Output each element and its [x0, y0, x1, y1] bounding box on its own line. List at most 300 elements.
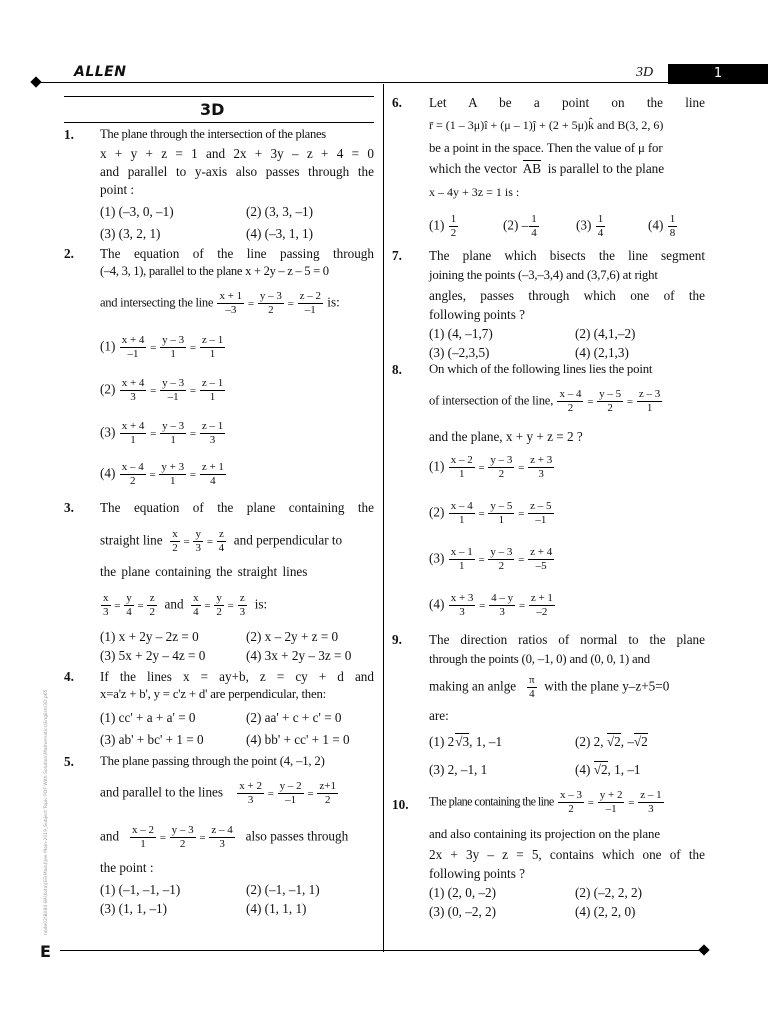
fraction — [217, 290, 244, 317]
numerator: y – 3 — [162, 334, 185, 346]
numerator: y — [195, 528, 201, 540]
denominator: –1 — [127, 348, 139, 360]
equals-sign: = — [187, 468, 199, 481]
equals-sign: = — [146, 468, 159, 481]
question-text: On which of the following lines lies the point — [429, 362, 653, 376]
denominator: 4 — [126, 606, 132, 618]
option-label: (2) — [429, 504, 445, 520]
denominator: 2 — [149, 606, 155, 618]
numerator: y – 5 — [490, 500, 513, 512]
equals-sign: = — [187, 384, 199, 397]
equals-sign: = — [134, 599, 147, 612]
line-equation — [556, 388, 663, 414]
fraction — [120, 420, 147, 447]
sqrt-radicand: √2 — [606, 734, 621, 749]
option-label: (2) — [503, 217, 519, 233]
option-4 — [575, 762, 641, 778]
fraction — [668, 213, 678, 240]
text-run: with the plane y–z+5=0 — [544, 678, 670, 694]
option-1: (1) (–1, –1, –1) — [100, 882, 181, 897]
question-text: The direction ratios of normal to the plane — [429, 632, 705, 647]
footer-diamond-icon — [698, 944, 709, 955]
text-run: also passes through — [245, 828, 349, 844]
text-run: and — [100, 828, 120, 844]
fraction — [214, 592, 224, 619]
equals-sign: = — [147, 384, 160, 397]
numerator: z + 1 — [530, 592, 553, 604]
denominator: 2 — [179, 838, 186, 850]
line-equation — [129, 824, 236, 850]
fraction — [124, 592, 134, 619]
text-run: 2 — [614, 734, 621, 749]
text-run: making an anlge — [429, 678, 517, 694]
text-run: which the vector — [429, 161, 517, 176]
fraction — [597, 388, 623, 415]
fraction — [130, 824, 156, 851]
numerator: y – 3 — [162, 377, 185, 389]
denominator: 2 — [607, 402, 613, 414]
option-2 — [429, 500, 555, 527]
fraction — [237, 780, 264, 807]
option-label: (3) — [429, 550, 445, 566]
line-equation — [169, 528, 227, 554]
option-1 — [429, 454, 555, 481]
question-text: following points ? — [429, 866, 525, 881]
denominator: 1 — [170, 434, 176, 446]
question-text: The plane through the intersection of the planes — [100, 127, 326, 141]
option-3: (3) (–2,3,5) — [429, 345, 490, 360]
vector-ab: AB — [522, 161, 542, 176]
denominator: 1 — [209, 348, 216, 360]
option-label: (1) — [429, 217, 445, 233]
sqrt-radicand: √2 — [633, 734, 648, 749]
question-text: angles, passes through which one of the — [429, 288, 705, 303]
fraction — [449, 592, 476, 619]
denominator: 1 — [130, 434, 136, 446]
equals-sign: = — [245, 297, 257, 310]
numerator: z – 1 — [201, 420, 224, 432]
option-3: (3) (1, 1, –1) — [100, 901, 168, 916]
fraction — [159, 461, 186, 488]
equals-sign: = — [224, 599, 237, 612]
numerator: 1 — [597, 213, 604, 225]
denominator: 3 — [247, 794, 254, 806]
denominator: 1 — [458, 468, 465, 480]
question-text: point : — [100, 182, 135, 197]
denominator: 3 — [239, 606, 246, 618]
option-1 — [100, 334, 226, 361]
equals-sign: = — [476, 599, 489, 612]
question-number: 4. — [64, 669, 74, 684]
option-4 — [100, 461, 227, 488]
option-equation — [119, 377, 227, 403]
equals-sign: = — [516, 599, 528, 612]
equals-sign: = — [625, 796, 638, 809]
fraction — [449, 546, 475, 573]
option-label: (2) — [100, 381, 116, 397]
numerator: z — [238, 592, 248, 606]
equals-sign: = — [515, 461, 528, 474]
question-text: are: — [429, 708, 449, 723]
option-label: (4) — [100, 465, 116, 481]
numerator: y + 3 — [161, 461, 185, 473]
option-4 — [429, 592, 556, 619]
text-run: 2 — [641, 734, 648, 749]
numerator: y – 3 — [171, 824, 194, 836]
denominator: 1 — [209, 391, 216, 403]
fraction — [200, 420, 225, 447]
numerator: 4 – y — [491, 592, 514, 604]
numerator: x — [193, 592, 199, 604]
denominator: 1 — [458, 560, 465, 572]
fraction — [120, 334, 147, 361]
denominator: 4 — [597, 227, 604, 239]
numerator: z – 1 — [640, 789, 662, 801]
numerator: y – 2 — [279, 780, 302, 792]
denominator: 3 — [209, 434, 216, 446]
question-text: The plane passing through the point (4, –1, 2) — [100, 754, 325, 768]
option-4: (4) (–3, 1, 1) — [246, 226, 314, 241]
fraction — [449, 213, 459, 240]
option-2: (2) x – 2y + z = 0 — [246, 629, 339, 644]
equals-sign: = — [196, 831, 209, 844]
equals-sign: = — [111, 599, 124, 612]
text-run: straight line — [100, 532, 163, 548]
numerator: z + 4 — [530, 546, 553, 558]
numerator: 1 — [450, 213, 457, 225]
text-run: and intersecting the line — [100, 295, 214, 310]
text-run: is: — [254, 596, 268, 612]
equals-sign: = — [284, 297, 297, 310]
option-4: (4) (1, 1, 1) — [246, 901, 307, 916]
question-text: x + y + z = 1 and 2x + 3y – z + 4 = 0 — [100, 146, 374, 161]
text-run: is: — [327, 294, 340, 310]
option-4 — [648, 213, 678, 240]
text-run: and parallel to the lines — [100, 784, 224, 800]
question-text: x – 4y + 3z = 1 is : — [429, 185, 520, 199]
option-4: (4) bb' + cc' + 1 = 0 — [246, 732, 350, 747]
option-2 — [503, 213, 540, 240]
numerator: x – 2 — [450, 454, 473, 466]
numerator: x — [103, 592, 109, 604]
fraction — [278, 780, 304, 807]
text-run: of intersection of the line, — [429, 393, 554, 408]
denominator: 4 — [531, 227, 537, 239]
denominator: 2 — [268, 304, 274, 316]
denominator: 3 — [459, 606, 465, 618]
question-text: following points ? — [429, 307, 525, 322]
equals-sign: = — [585, 796, 597, 809]
question-text: through the points (0, –1, 0) and (0, 0, 1) and — [429, 652, 650, 666]
question-number: 5. — [64, 754, 74, 769]
fraction — [120, 377, 147, 404]
fraction — [120, 461, 146, 488]
footer-letter: E — [40, 942, 51, 961]
equals-sign: = — [584, 395, 597, 408]
question-number: 3. — [64, 500, 74, 515]
fraction — [488, 454, 514, 481]
option-1: (1) cc' + a + a' = 0 — [100, 710, 196, 725]
question-text: and also containing its projection on the plane — [429, 827, 660, 841]
fraction — [528, 500, 553, 527]
fraction — [558, 789, 584, 816]
denominator: 3 — [195, 542, 201, 554]
numerator: x – 4 — [559, 388, 582, 400]
fraction — [317, 780, 338, 807]
question-text: The equation of the line passing through — [100, 246, 374, 261]
option-label: (3) — [100, 424, 116, 440]
question-text — [100, 290, 340, 317]
header-chapter-tag: 3D — [636, 65, 654, 80]
question-text: joining the points (–3,–3,4) and (3,7,6) at right — [429, 268, 658, 282]
page-number-box — [668, 64, 768, 84]
fraction — [200, 377, 225, 404]
numerator: y – 5 — [599, 388, 622, 400]
question-text: The equation of the plane containing the — [100, 500, 374, 515]
question-text — [429, 789, 665, 816]
line-equation — [216, 290, 324, 316]
question-text: the point : — [100, 860, 154, 875]
denominator: 1 — [170, 475, 176, 487]
numerator: x + 1 — [219, 290, 243, 302]
option-label: (1) — [100, 338, 116, 354]
denominator: 2 — [216, 606, 222, 618]
numerator: x – 3 — [560, 789, 583, 801]
option-2: (2) (3, 3, –1) — [246, 204, 314, 219]
option-3: (3) ab' + bc' + 1 = 0 — [100, 732, 204, 747]
numerator: 1 — [531, 213, 537, 225]
numerator: y — [126, 592, 132, 604]
equals-sign: = — [187, 341, 199, 354]
sqrt-radicand: √2 — [593, 762, 608, 777]
fraction — [160, 377, 186, 404]
text-run: 2 — [600, 762, 608, 777]
equals-sign: = — [475, 461, 488, 474]
numerator: z – 5 — [530, 500, 552, 512]
footer-rule — [60, 950, 704, 951]
option-2: (2) (4,1,–2) — [575, 326, 636, 341]
option-1 — [429, 213, 459, 240]
text-run: (4) — [575, 762, 594, 777]
question-text: the plane containing the straight lines — [100, 564, 308, 579]
fraction — [528, 454, 554, 481]
denominator: 1 — [646, 402, 653, 414]
denominator: –1 — [304, 304, 316, 316]
text-run: The plane containing the line — [429, 794, 554, 809]
option-1: (1) x + 2y – 2z = 0 — [100, 629, 199, 644]
option-equation — [448, 454, 556, 480]
question-number: 6. — [392, 95, 402, 110]
option-2: (2) (–1, –1, 1) — [246, 882, 320, 897]
numerator: x + 4 — [121, 420, 145, 432]
question-text: and parallel to y-axis also passes through the — [100, 164, 374, 179]
text-run: 3 — [462, 734, 470, 749]
text-run: , 1, –1 — [469, 734, 503, 749]
question-number: 8. — [392, 362, 402, 377]
fraction — [449, 500, 475, 527]
option-3: (3) 2, –1, 1 — [429, 762, 488, 777]
numerator: z — [147, 592, 157, 606]
denominator: 2 — [324, 794, 331, 806]
minus-sign: – — [521, 217, 529, 233]
equals-sign: = — [203, 535, 216, 548]
denominator: 2 — [498, 560, 505, 572]
option-label: (1) — [429, 458, 445, 474]
numerator: x – 4 — [450, 500, 473, 512]
denominator: 3 — [103, 606, 109, 618]
equals-sign: = — [264, 787, 277, 800]
title-rule-top — [64, 96, 374, 97]
line-equation — [236, 780, 339, 806]
denominator: 4 — [210, 475, 216, 487]
denominator: 3 — [499, 606, 505, 618]
fraction — [101, 592, 111, 619]
question-text: If the lines x = ay+b, z = cy + d and — [100, 669, 374, 684]
question-text — [100, 592, 267, 619]
question-number: 1. — [64, 127, 74, 142]
numerator: y – 3 — [490, 546, 513, 558]
fraction — [488, 546, 514, 573]
denominator: 8 — [669, 227, 676, 239]
fraction — [637, 388, 662, 415]
numerator: z + 1 — [201, 461, 224, 473]
question-text: The plane which bisects the line segment — [429, 248, 705, 263]
option-3: (3) (3, 2, 1) — [100, 226, 161, 241]
numerator: z — [217, 528, 227, 542]
numerator: y – 3 — [259, 290, 282, 302]
question-text: be a point in the space. Then the value of μ for — [429, 141, 663, 155]
question-number: 7. — [392, 248, 402, 263]
option-1: (1) (2, 0, –2) — [429, 885, 497, 900]
denominator: 1 — [458, 514, 465, 526]
denominator: 2 — [498, 468, 505, 480]
denominator: –3 — [225, 304, 237, 316]
denominator: 4 — [529, 688, 535, 700]
denominator: –1 — [535, 514, 547, 526]
equals-sign: = — [475, 507, 488, 520]
fraction — [598, 789, 625, 816]
denominator: –1 — [167, 391, 179, 403]
fraction — [489, 592, 515, 619]
option-label: (4) — [429, 596, 445, 612]
numerator: z + 3 — [530, 454, 553, 466]
numerator: z+1 — [319, 780, 336, 792]
option-equation — [448, 500, 555, 526]
option-1: (1) (4, –1,7) — [429, 326, 493, 341]
option-3: (3) (0, –2, 2) — [429, 904, 497, 919]
numerator: y + 2 — [599, 789, 623, 801]
equals-sign: = — [515, 553, 528, 566]
question-text: x=a'z + b', y = c'z + d' are perpendicular, then: — [100, 687, 327, 701]
numerator: z – 2 — [299, 290, 321, 302]
denominator: –1 — [285, 794, 297, 806]
question-number: 9. — [392, 632, 402, 647]
option-3 — [429, 546, 555, 573]
text-run: is parallel to the plane — [547, 161, 665, 176]
fraction — [528, 546, 554, 573]
denominator: 2 — [450, 227, 457, 239]
equals-sign: = — [201, 599, 214, 612]
option-equation — [119, 420, 227, 446]
numerator: z – 3 — [638, 388, 661, 400]
fraction — [238, 592, 248, 619]
fraction — [209, 824, 234, 851]
numerator: x – 1 — [450, 546, 473, 558]
option-3: (3) 5x + 2y – 4z = 0 — [100, 648, 206, 663]
equals-sign: = — [180, 535, 193, 548]
denominator: 1 — [498, 514, 505, 526]
line-equation — [100, 592, 158, 618]
option-4: (4) (2,1,3) — [575, 345, 629, 360]
column-divider — [383, 84, 384, 952]
section-title: 3D — [200, 100, 225, 119]
fraction — [170, 528, 180, 555]
numerator: x – 2 — [131, 824, 154, 836]
numerator: y – 3 — [162, 420, 185, 432]
denominator: 3 — [538, 468, 544, 480]
option-label: (3) — [576, 217, 592, 233]
denominator: 1 — [170, 348, 176, 360]
question-text: (–4, 3, 1), parallel to the plane x + 2y – z – 5 = 0 — [100, 264, 329, 278]
question-text — [429, 161, 664, 177]
denominator: –2 — [536, 606, 548, 618]
equals-sign: = — [624, 395, 636, 408]
denominator: 3 — [219, 838, 225, 850]
fraction — [193, 528, 203, 555]
question-text — [100, 528, 342, 555]
equals-sign: = — [304, 787, 317, 800]
fraction — [200, 334, 225, 361]
numerator: x – 4 — [121, 461, 144, 473]
denominator: –5 — [535, 560, 547, 572]
allen-logo: ALLEN — [74, 64, 127, 80]
equals-sign: = — [515, 507, 528, 520]
denominator: 3 — [648, 803, 654, 815]
option-1 — [429, 734, 502, 750]
option-equation — [448, 592, 556, 618]
numerator: z – 1 — [201, 334, 224, 346]
numerator: x + 3 — [450, 592, 474, 604]
text-run: , 1, –1 — [607, 762, 641, 777]
fraction — [217, 528, 227, 555]
question-text: Let A be a point on the line — [429, 95, 705, 110]
line-equation — [557, 789, 665, 815]
option-3 — [576, 213, 606, 240]
question-text — [429, 388, 663, 415]
fraction — [529, 213, 539, 240]
option-2 — [100, 377, 226, 404]
fraction — [160, 420, 186, 447]
denominator: 3 — [130, 391, 136, 403]
option-3 — [100, 420, 226, 447]
equals-sign: = — [475, 553, 488, 566]
fraction — [449, 454, 475, 481]
numerator: x + 4 — [121, 377, 145, 389]
option-2: (2) (–2, 2, 2) — [575, 885, 643, 900]
side-file-path: node02\B0B0-BA\Kota\JEE(Main)\Jee Main-2019_Subject Topic PDF With Solution\Mathematics\English\3D.p65 — [44, 689, 49, 935]
numerator: 1 — [669, 213, 676, 225]
question-number: 2. — [64, 246, 74, 261]
title-rule-bottom — [64, 122, 374, 123]
denominator: 2 — [129, 475, 136, 487]
option-label: (4) — [648, 217, 664, 233]
option-2 — [575, 734, 648, 750]
equals-sign: = — [187, 427, 199, 440]
option-4: (4) (2, 2, 0) — [575, 904, 636, 919]
question-text — [100, 824, 348, 851]
question-text: r̄ = (1 – 3μ)î + (μ – 1)ĵ + (2 + 5μ)k̂ and B(3, 2, 6) — [429, 118, 664, 132]
equals-sign: = — [156, 831, 169, 844]
